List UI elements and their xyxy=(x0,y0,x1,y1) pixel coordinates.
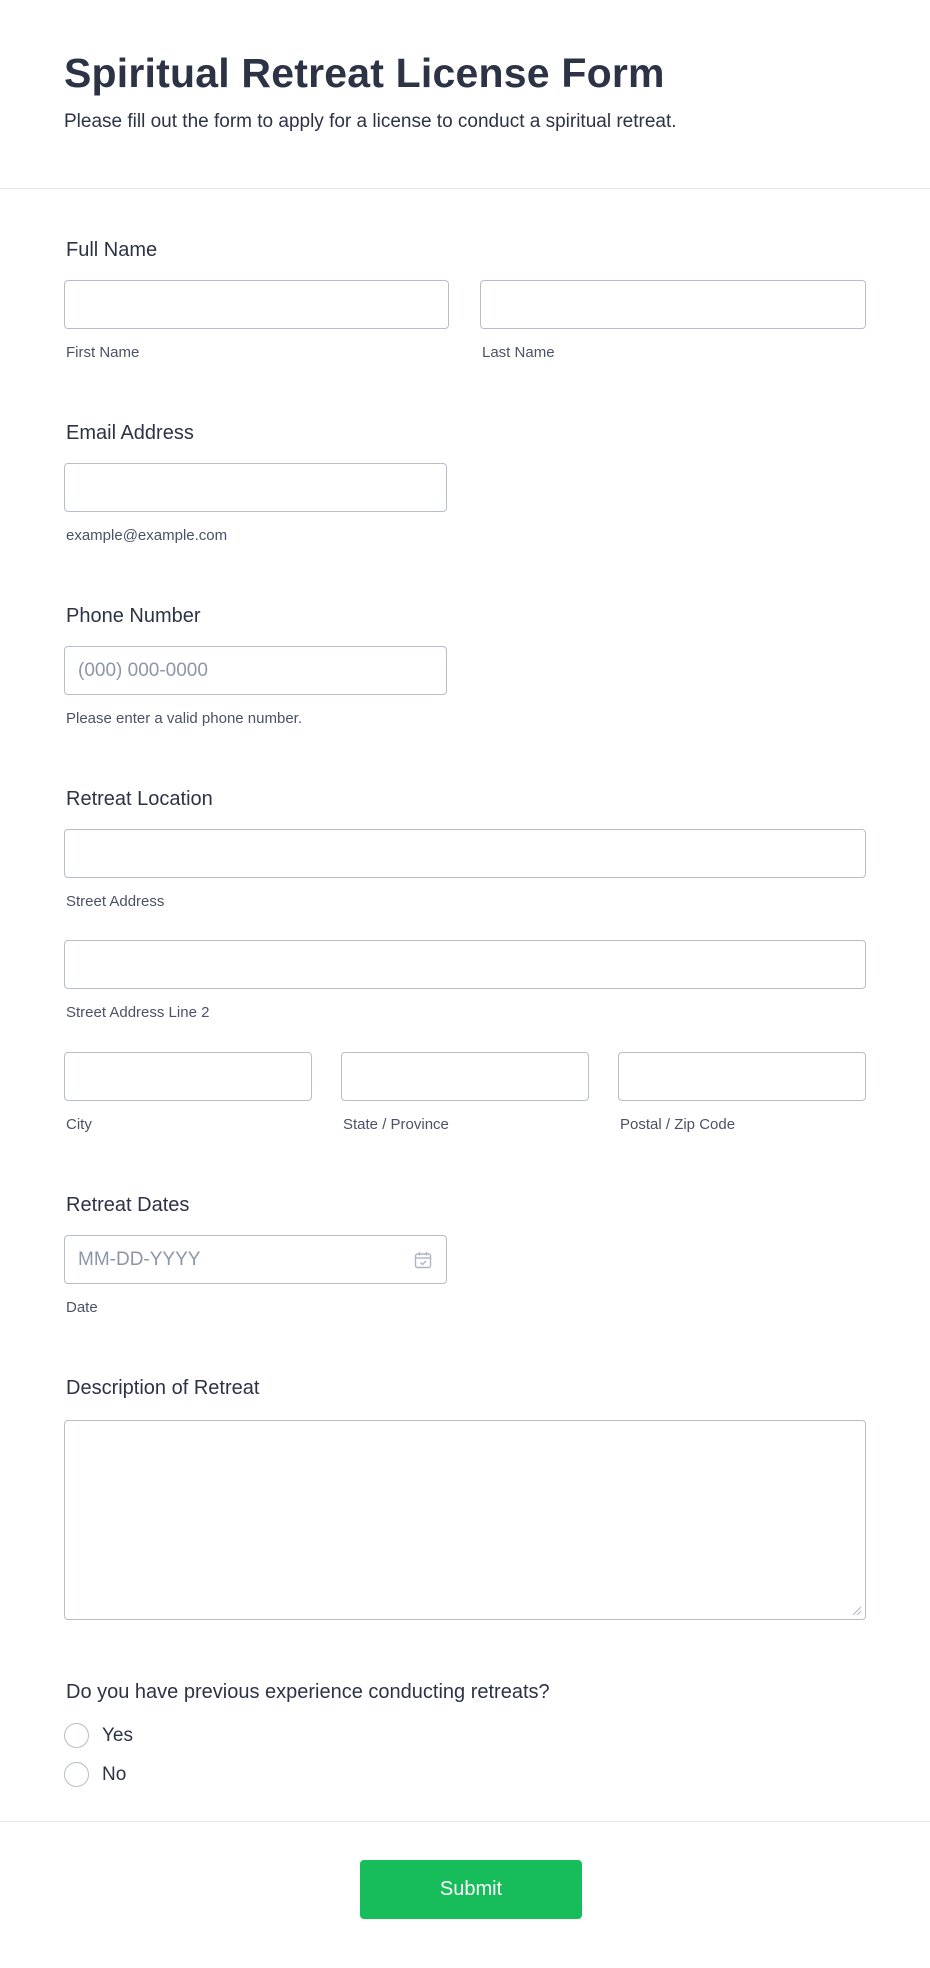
form-header xyxy=(0,0,930,189)
state-input[interactable] xyxy=(341,1052,589,1101)
radio-yes[interactable] xyxy=(64,1723,89,1748)
radio-yes-label: Yes xyxy=(102,1724,133,1746)
postal-code-input[interactable] xyxy=(618,1052,866,1101)
phone-sublabel: Please enter a valid phone number. xyxy=(66,710,302,727)
email-sublabel: example@example.com xyxy=(66,527,228,544)
street-address-line2-input[interactable] xyxy=(64,940,866,989)
description-textarea[interactable] xyxy=(64,1420,866,1620)
form-title: Spiritual Retreat License Form xyxy=(64,50,665,96)
submit-button[interactable]: Submit xyxy=(360,1860,582,1919)
description-label: Description of Retreat xyxy=(66,1377,260,1399)
phone-label: Phone Number xyxy=(66,605,201,627)
radio-no-label: No xyxy=(102,1763,127,1785)
resize-grip-icon[interactable] xyxy=(850,1604,862,1616)
phone-input[interactable] xyxy=(64,646,447,695)
location-label: Retreat Location xyxy=(66,788,213,810)
form-subtitle: Please fill out the form to apply for a license to conduct a spiritual retreat. xyxy=(64,111,677,132)
state-sublabel: State / Province xyxy=(343,1116,449,1133)
postal-code-sublabel: Postal / Zip Code xyxy=(620,1116,736,1133)
email-label: Email Address xyxy=(66,422,194,444)
last-name-sublabel: Last Name xyxy=(482,344,555,361)
retreat-dates-label: Retreat Dates xyxy=(66,1194,190,1216)
city-sublabel: City xyxy=(66,1116,92,1133)
date-sublabel: Date xyxy=(66,1299,98,1316)
last-name-input[interactable] xyxy=(480,280,866,329)
footer-divider xyxy=(0,1821,930,1822)
calendar-icon[interactable] xyxy=(414,1251,432,1269)
retreat-date-input[interactable] xyxy=(64,1235,447,1284)
experience-question: Do you have previous experience conducting retreats? xyxy=(66,1681,550,1703)
experience-option-yes[interactable] xyxy=(64,1723,133,1748)
radio-no[interactable] xyxy=(64,1762,89,1787)
full-name-label: Full Name xyxy=(66,239,158,261)
email-input[interactable] xyxy=(64,463,447,512)
street-address-sublabel: Street Address xyxy=(66,893,165,910)
first-name-sublabel: First Name xyxy=(66,344,140,361)
experience-option-no[interactable] xyxy=(64,1762,126,1787)
first-name-input[interactable] xyxy=(64,280,449,329)
street-address-line2-sublabel: Street Address Line 2 xyxy=(66,1004,210,1021)
street-address-input[interactable] xyxy=(64,829,866,878)
city-input[interactable] xyxy=(64,1052,312,1101)
